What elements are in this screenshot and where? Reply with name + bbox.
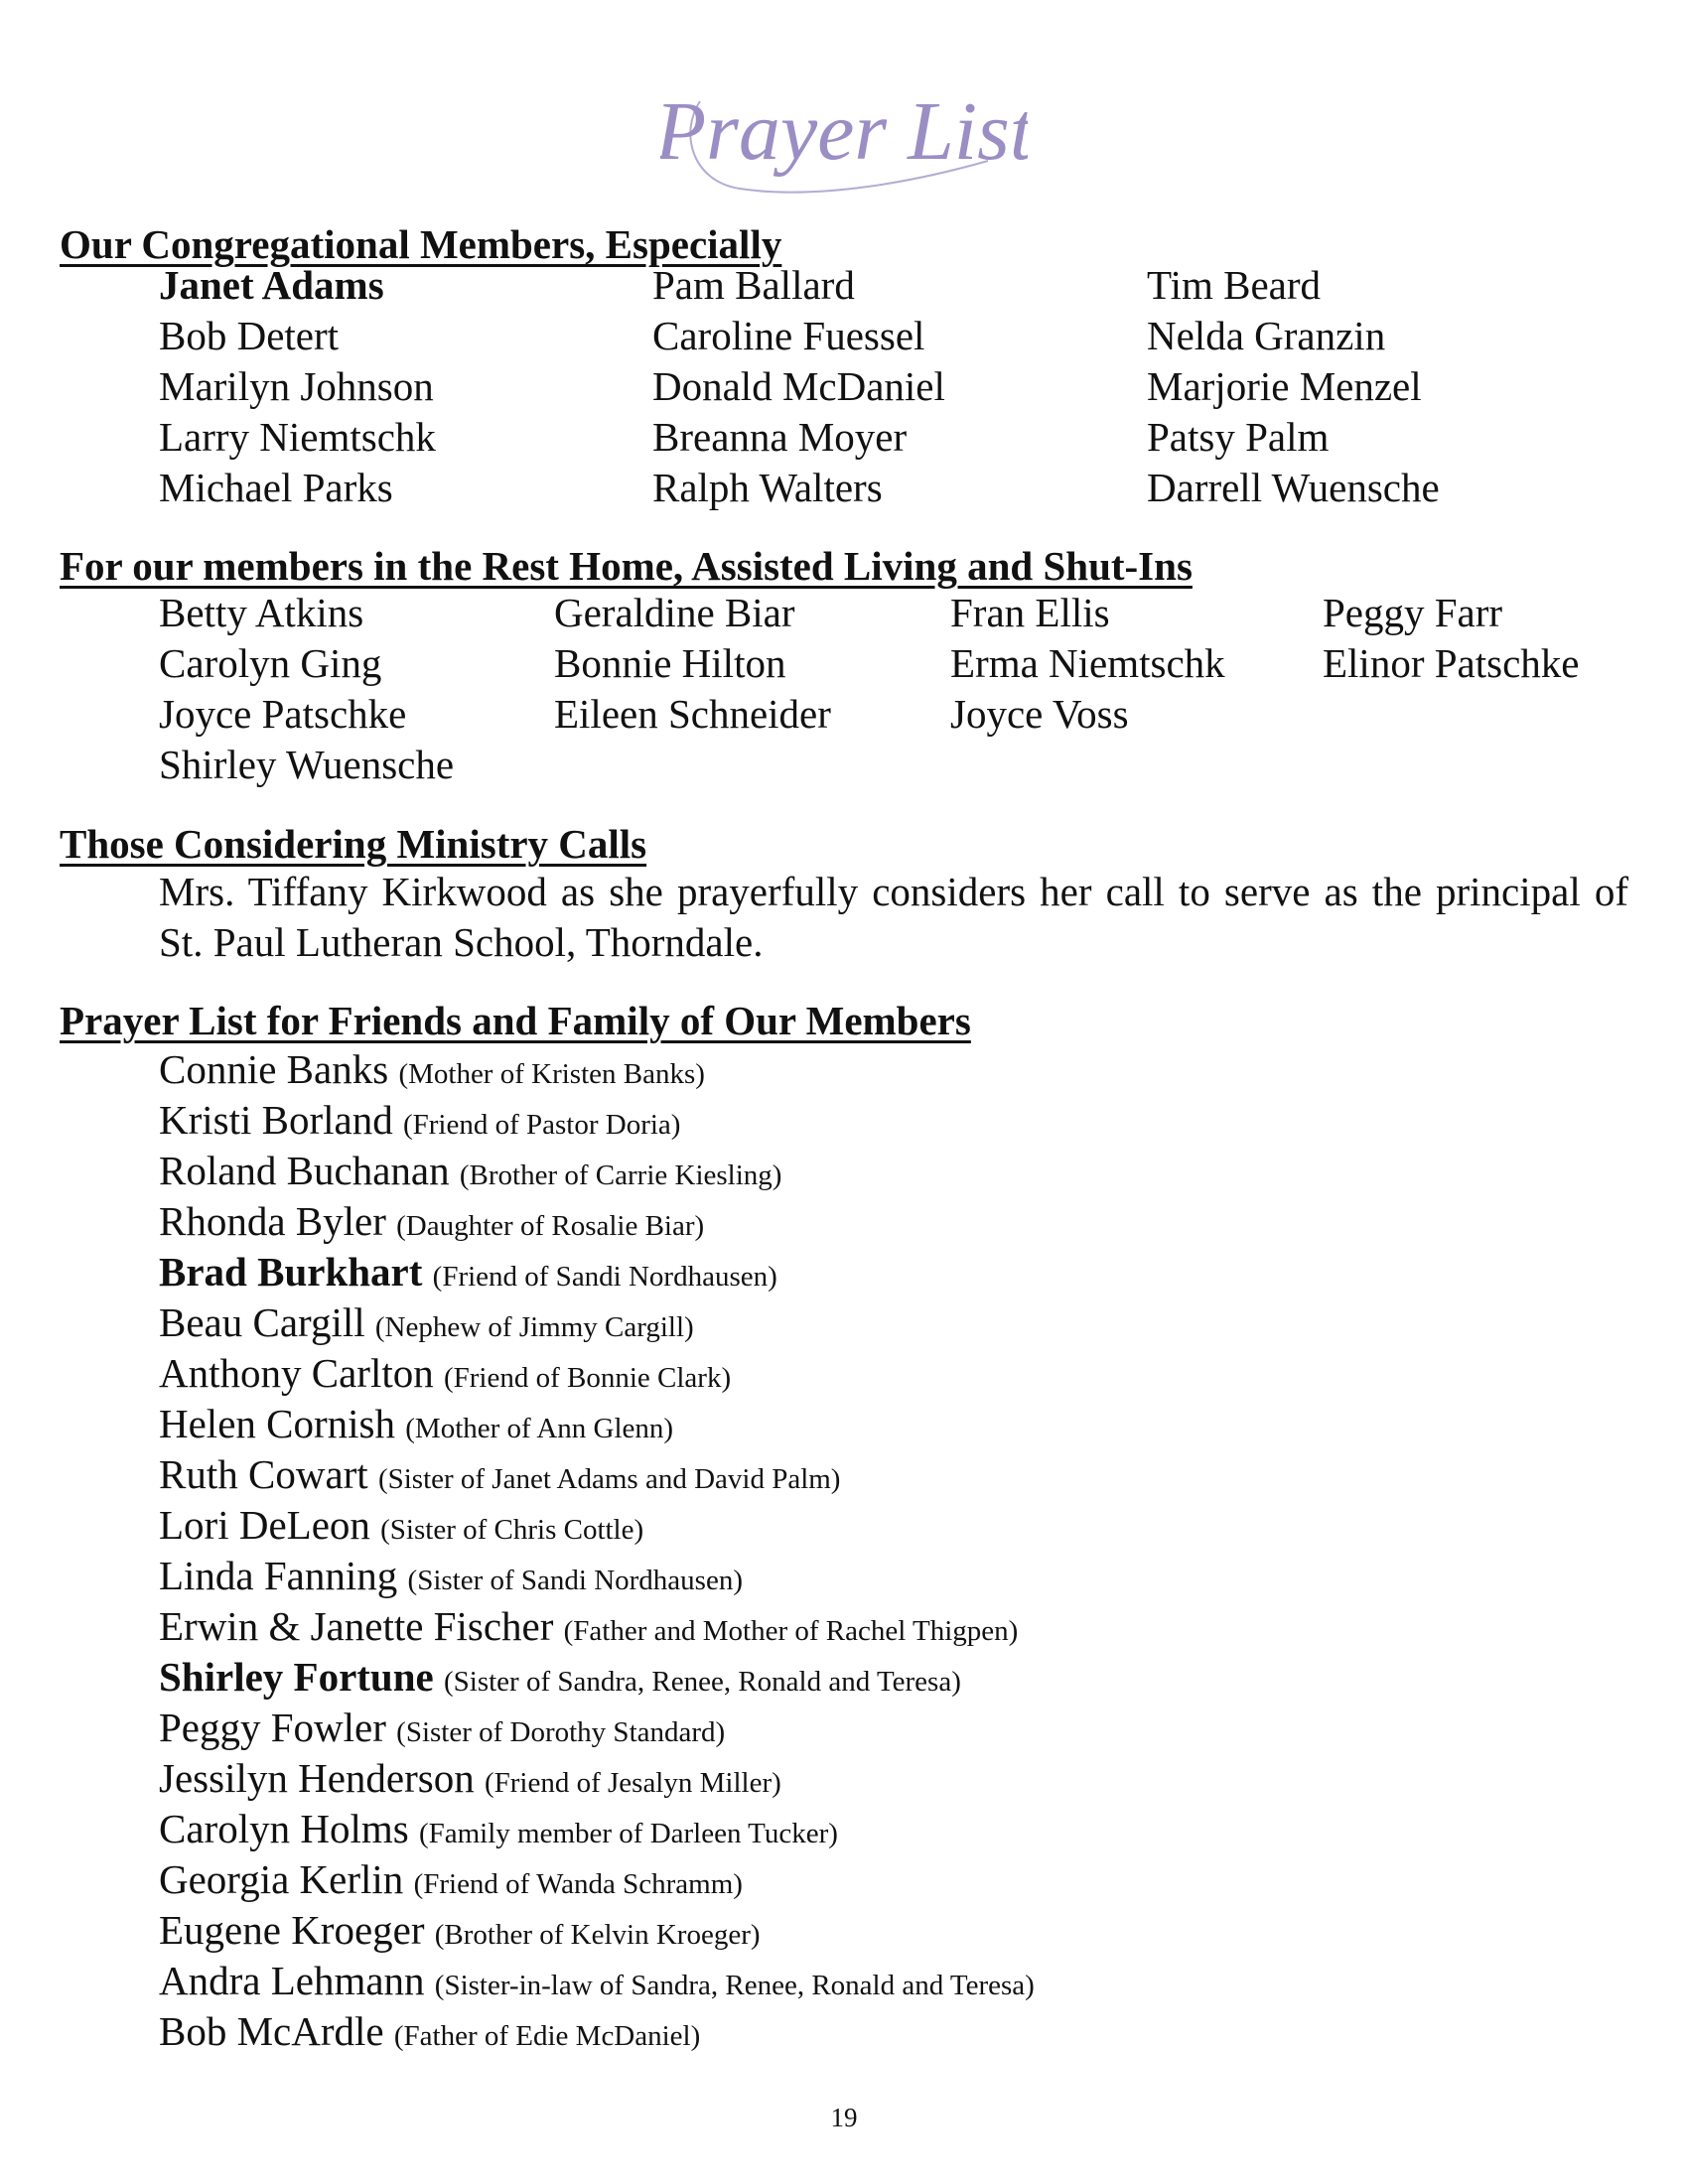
shut-in-name: Erma Niemtschk [950,640,1225,686]
friend-name: Helen Cornish [159,1401,395,1446]
logo-graphic [660,62,1028,210]
member-name: Michael Parks [159,465,393,510]
shut-in-name: Peggy Farr [1323,590,1503,635]
friend-name: Bob McArdle [159,2008,384,2054]
member-name: Marjorie Menzel [1147,363,1422,409]
friend-name: Rhonda Byler [159,1198,386,1244]
member-name: Pam Ballard [652,262,855,308]
friend-name: Brad Burkhart [159,1249,423,1295]
members-heading: Our Congregational Members, Especially [60,221,782,267]
member-name: Marilyn Johnson [159,363,434,409]
member-name: Ralph Walters [652,465,883,510]
friend-relation: (Friend of Bonnie Clark) [443,1362,732,1394]
list-item [159,1247,1035,1297]
shut-in-name: Geraldine Biar [554,590,795,635]
list-item [159,1804,1035,1854]
friend-name: Kristi Borland [159,1097,393,1143]
friend-name: Andra Lehmann [159,1958,425,2003]
member-name: Nelda Granzin [1147,313,1386,358]
ministry-heading: Those Considering Ministry Calls [60,821,647,867]
shut-in-name: Joyce Patschke [159,691,407,737]
list-item [159,1449,1035,1500]
member-name: Breanna Moyer [652,414,908,460]
member-name: Patsy Palm [1147,414,1330,460]
friend-relation: (Brother of Kelvin Kroeger) [434,1919,761,1951]
member-name: Bob Detert [159,313,340,358]
friend-relation: (Sister of Sandi Nordhausen) [407,1565,743,1596]
friend-name: Ruth Cowart [159,1451,368,1497]
member-name: Darrell Wuensche [1147,465,1440,510]
friend-relation: (Brother of Carrie Kiesling) [459,1160,782,1191]
member-name: Caroline Fuessel [652,313,925,358]
list-item [159,1095,1035,1146]
member-name: Larry Niemtschk [159,414,436,460]
friend-relation: (Sister of Dorothy Standard) [396,1716,726,1748]
friend-name: Peggy Fowler [159,1705,386,1750]
list-item [159,1297,1035,1348]
shut-in-name: Joyce Voss [950,691,1129,737]
list-item [159,1854,1035,1905]
friend-name: Jessilyn Henderson [159,1755,475,1801]
member-name: Donald McDaniel [652,363,945,409]
list-item [159,1753,1035,1804]
friend-relation: (Father of Edie McDaniel) [393,2020,701,2052]
friend-name: Roland Buchanan [159,1148,450,1193]
friend-relation: (Sister of Chris Cottle) [380,1514,644,1546]
friend-name: Erwin & Janette Fischer [159,1603,554,1649]
friends-list [159,1044,1035,2057]
friend-name: Georgia Kerlin [159,1856,404,1902]
shut-in-name: Fran Ellis [950,590,1110,635]
friend-relation: (Family member of Darleen Tucker) [418,1818,838,1849]
friends-heading: Prayer List for Friends and Family of Our Members [60,998,971,1043]
friend-name: Beau Cargill [159,1299,365,1345]
list-item [159,1348,1035,1399]
friend-relation: (Friend of Pastor Doria) [402,1109,681,1141]
list-item [159,1399,1035,1449]
friend-name: Linda Fanning [159,1553,398,1598]
friend-relation: (Nephew of Jimmy Cargill) [374,1311,694,1343]
friend-relation: (Mother of Kristen Banks) [398,1058,705,1090]
shut-in-name: Shirley Wuensche [159,742,455,787]
prayer-list-logo [660,62,1028,210]
list-item [159,1601,1035,1652]
friend-relation: (Sister of Janet Adams and David Palm) [377,1463,841,1495]
friend-name: Lori DeLeon [159,1502,370,1548]
friend-relation: (Sister-in-law of Sandra, Renee, Ronald and Teresa) [434,1970,1035,2001]
list-item [159,1652,1035,1703]
list-item [159,1146,1035,1196]
friend-relation: (Father and Mother of Rachel Thigpen) [563,1615,1019,1647]
list-item [159,1956,1035,2006]
rest-home-heading: For our members in the Rest Home, Assisted Living and Shut-Ins [60,543,1193,589]
friend-relation: (Friend of Sandi Nordhausen) [432,1261,777,1293]
member-name: Tim Beard [1147,262,1322,308]
list-item [159,1703,1035,1753]
friend-name: Shirley Fortune [159,1654,434,1700]
shut-in-name: Eileen Schneider [554,691,831,737]
friend-relation: (Friend of Wanda Schramm) [413,1868,743,1900]
friend-relation: (Sister of Sandra, Renee, Ronald and Teresa) [443,1666,961,1698]
shut-in-name: Betty Atkins [159,590,364,635]
friend-name: Anthony Carlton [159,1350,434,1396]
shut-in-name: Carolyn Ging [159,640,382,686]
list-item [159,1905,1035,1956]
friend-name: Eugene Kroeger [159,1907,425,1953]
friend-name: Connie Banks [159,1046,389,1092]
shut-in-name: Bonnie Hilton [554,640,786,686]
list-item [159,2006,1035,2057]
friend-relation: (Daughter of Rosalie Biar) [396,1210,705,1242]
ministry-text: Mrs. Tiffany Kirkwood as she prayerfully considers her call to serve as the principal of St. Paul Lutheran School, Thorndale. [159,869,1628,965]
member-name: Janet Adams [159,262,384,308]
shut-in-name: Elinor Patschke [1323,640,1580,686]
list-item [159,1551,1035,1601]
friend-name: Carolyn Holms [159,1806,409,1851]
list-item [159,1196,1035,1247]
list-item [159,1500,1035,1551]
list-item [159,1044,1035,1095]
page-number: 19 [830,2103,858,2132]
friend-relation: (Mother of Ann Glenn) [405,1413,674,1444]
friend-relation: (Friend of Jesalyn Miller) [484,1767,781,1799]
logo-text: Prayer List [660,85,1028,178]
